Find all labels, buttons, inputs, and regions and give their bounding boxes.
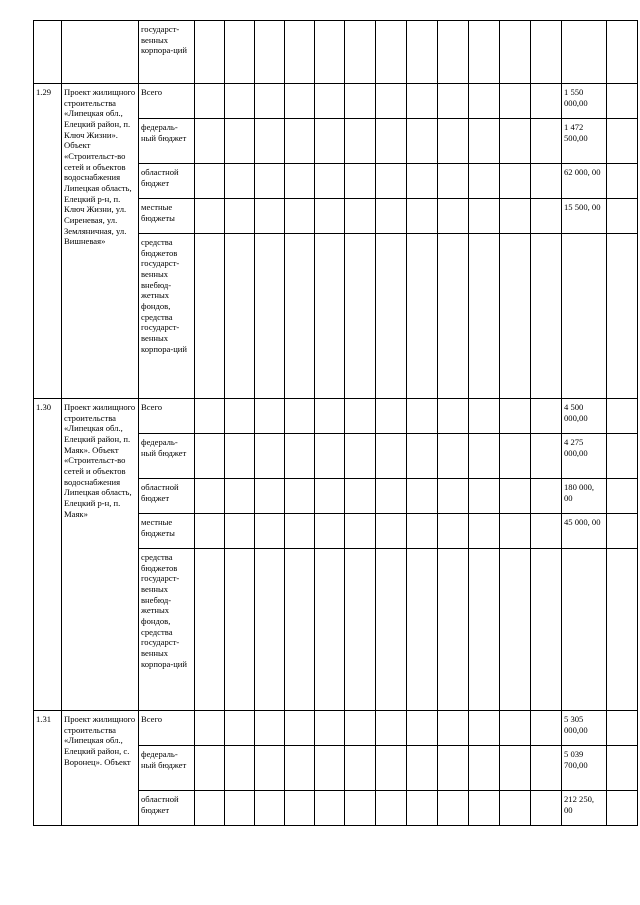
empty-cell xyxy=(607,199,638,234)
year-cell xyxy=(376,84,407,119)
year-cell xyxy=(376,399,407,434)
year-cell xyxy=(345,549,376,711)
year-cell xyxy=(345,84,376,119)
year-cell xyxy=(345,791,376,826)
funding-amount: 4 500 000,00 xyxy=(562,399,607,434)
year-cell xyxy=(500,746,531,791)
year-cell xyxy=(255,746,285,791)
year-cell xyxy=(345,234,376,399)
year-cell xyxy=(500,234,531,399)
year-cell xyxy=(345,479,376,514)
year-cell xyxy=(315,791,345,826)
year-cell xyxy=(376,119,407,164)
year-cell xyxy=(315,479,345,514)
project-number: 1.31 xyxy=(34,711,62,826)
year-cell xyxy=(255,21,285,84)
funding-source: Всего xyxy=(139,399,195,434)
funding-source: Всего xyxy=(139,711,195,746)
empty-cell xyxy=(607,434,638,479)
year-cell xyxy=(500,434,531,479)
year-cell xyxy=(500,514,531,549)
year-cell xyxy=(531,711,562,746)
year-cell xyxy=(225,746,255,791)
year-cell xyxy=(438,746,469,791)
year-cell xyxy=(225,791,255,826)
year-cell xyxy=(531,84,562,119)
year-cell xyxy=(469,84,500,119)
year-cell xyxy=(407,164,438,199)
year-cell xyxy=(407,199,438,234)
year-cell xyxy=(255,164,285,199)
year-cell xyxy=(500,199,531,234)
funding-source: средства бюджетов государст-венных внебюд-жетных фондов, средства государст-венных корпора-ций xyxy=(139,549,195,711)
year-cell xyxy=(469,791,500,826)
year-cell xyxy=(255,199,285,234)
empty-cell xyxy=(607,479,638,514)
year-cell xyxy=(407,84,438,119)
year-cell xyxy=(469,119,500,164)
funding-amount: 62 000, 00 xyxy=(562,164,607,199)
year-cell xyxy=(376,434,407,479)
year-cell xyxy=(407,791,438,826)
year-cell xyxy=(438,479,469,514)
year-cell xyxy=(500,164,531,199)
year-cell xyxy=(285,479,315,514)
year-cell xyxy=(469,164,500,199)
empty-cell xyxy=(607,164,638,199)
year-cell xyxy=(376,21,407,84)
funding-table xyxy=(33,20,638,826)
year-cell xyxy=(255,119,285,164)
year-cell xyxy=(500,84,531,119)
year-cell xyxy=(407,711,438,746)
year-cell xyxy=(469,514,500,549)
year-cell xyxy=(195,199,225,234)
year-cell xyxy=(438,711,469,746)
year-cell xyxy=(376,234,407,399)
year-cell xyxy=(315,711,345,746)
funding-amount: 1 472 500,00 xyxy=(562,119,607,164)
year-cell xyxy=(438,164,469,199)
year-cell xyxy=(531,434,562,479)
year-cell xyxy=(469,549,500,711)
year-cell xyxy=(345,164,376,199)
year-cell xyxy=(225,199,255,234)
year-cell xyxy=(285,234,315,399)
empty-cell xyxy=(607,84,638,119)
year-cell xyxy=(225,164,255,199)
funding-source: средства бюджетов государст-венных внебюд-жетных фондов, средства государст-венных корпора-ций xyxy=(139,234,195,399)
year-cell xyxy=(195,119,225,164)
year-cell xyxy=(195,434,225,479)
empty-cell xyxy=(607,791,638,826)
year-cell xyxy=(315,434,345,479)
year-cell xyxy=(469,434,500,479)
year-cell xyxy=(195,399,225,434)
year-cell xyxy=(225,549,255,711)
year-cell xyxy=(531,199,562,234)
project-number: 1.29 xyxy=(34,84,62,399)
year-cell xyxy=(469,746,500,791)
year-cell xyxy=(315,84,345,119)
year-cell xyxy=(438,21,469,84)
funding-amount xyxy=(562,234,607,399)
year-cell xyxy=(285,746,315,791)
year-cell xyxy=(531,746,562,791)
year-cell xyxy=(376,514,407,549)
year-cell xyxy=(438,199,469,234)
year-cell xyxy=(285,84,315,119)
year-cell xyxy=(345,399,376,434)
year-cell xyxy=(195,711,225,746)
year-cell xyxy=(195,84,225,119)
year-cell xyxy=(345,199,376,234)
year-cell xyxy=(407,234,438,399)
year-cell xyxy=(255,549,285,711)
year-cell xyxy=(407,514,438,549)
year-cell xyxy=(195,746,225,791)
empty-cell xyxy=(607,21,638,84)
funding-source: федераль-ный бюджет xyxy=(139,434,195,479)
year-cell xyxy=(195,479,225,514)
year-cell xyxy=(285,514,315,549)
year-cell xyxy=(345,514,376,549)
year-cell xyxy=(407,479,438,514)
funding-source: Всего xyxy=(139,84,195,119)
funding-amount: 1 550 000,00 xyxy=(562,84,607,119)
funding-source: областной бюджет xyxy=(139,164,195,199)
table-body xyxy=(34,21,638,826)
year-cell xyxy=(500,711,531,746)
year-cell xyxy=(376,746,407,791)
year-cell xyxy=(195,21,225,84)
year-cell xyxy=(225,434,255,479)
year-cell xyxy=(438,514,469,549)
source-cell: государст-венных корпора-ций xyxy=(139,21,195,84)
year-cell xyxy=(438,234,469,399)
year-cell xyxy=(225,479,255,514)
year-cell xyxy=(315,21,345,84)
year-cell xyxy=(407,119,438,164)
year-cell xyxy=(376,199,407,234)
year-cell xyxy=(285,711,315,746)
year-cell xyxy=(225,21,255,84)
year-cell xyxy=(500,549,531,711)
year-cell xyxy=(376,791,407,826)
year-cell xyxy=(195,164,225,199)
year-cell xyxy=(315,746,345,791)
year-cell xyxy=(438,791,469,826)
year-cell xyxy=(500,791,531,826)
year-cell xyxy=(407,399,438,434)
empty-cell xyxy=(607,399,638,434)
funding-source: местные бюджеты xyxy=(139,199,195,234)
funding-amount xyxy=(562,549,607,711)
funding-amount: 5 305 000,00 xyxy=(562,711,607,746)
year-cell xyxy=(469,21,500,84)
funding-amount: 212 250, 00 xyxy=(562,791,607,826)
table-row xyxy=(34,84,638,119)
year-cell xyxy=(195,514,225,549)
year-cell xyxy=(438,549,469,711)
funding-source: областной бюджет xyxy=(139,791,195,826)
year-cell xyxy=(345,21,376,84)
year-cell xyxy=(345,434,376,479)
year-cell xyxy=(285,119,315,164)
year-cell xyxy=(255,399,285,434)
year-cell xyxy=(285,164,315,199)
year-cell xyxy=(500,399,531,434)
year-cell xyxy=(345,711,376,746)
year-cell xyxy=(225,399,255,434)
empty-cell xyxy=(607,514,638,549)
empty-cell xyxy=(607,746,638,791)
project-title: Проект жилищного строительства «Липецкая обл., Елецкий район, с. Воронец». Объект xyxy=(62,711,139,826)
empty-cell xyxy=(607,234,638,399)
year-cell xyxy=(315,399,345,434)
year-cell xyxy=(500,21,531,84)
year-cell xyxy=(225,84,255,119)
funding-source: федераль-ный бюджет xyxy=(139,119,195,164)
year-cell xyxy=(376,711,407,746)
empty-cell xyxy=(607,119,638,164)
year-cell xyxy=(531,514,562,549)
project-title: Проект жилищного строительства «Липецкая обл., Елецкий район, п. Ключ Жизни». Объект «Строительст-во сетей и объектов водоснабжения Липецкая область, Елецкий р-н, п. Ключ Жизни, ул. Сиреневая, ул. Земляничная, ул. Вишневая» xyxy=(62,84,139,399)
year-cell xyxy=(285,434,315,479)
year-cell xyxy=(407,746,438,791)
year-cell xyxy=(315,234,345,399)
table-row xyxy=(34,399,638,434)
year-cell xyxy=(315,119,345,164)
year-cell xyxy=(438,399,469,434)
year-cell xyxy=(345,119,376,164)
year-cell xyxy=(469,234,500,399)
year-cell xyxy=(531,119,562,164)
year-cell xyxy=(255,479,285,514)
year-cell xyxy=(225,119,255,164)
year-cell xyxy=(531,234,562,399)
year-cell xyxy=(225,234,255,399)
year-cell xyxy=(195,549,225,711)
year-cell xyxy=(469,399,500,434)
year-cell xyxy=(285,549,315,711)
year-cell xyxy=(255,514,285,549)
year-cell xyxy=(376,479,407,514)
project-number: 1.30 xyxy=(34,399,62,711)
year-cell xyxy=(285,791,315,826)
year-cell xyxy=(315,199,345,234)
title-cell xyxy=(62,21,139,84)
year-cell xyxy=(285,199,315,234)
funding-amount: 180 000, 00 xyxy=(562,479,607,514)
year-cell xyxy=(469,199,500,234)
year-cell xyxy=(255,434,285,479)
value-cell xyxy=(562,21,607,84)
year-cell xyxy=(438,119,469,164)
year-cell xyxy=(225,711,255,746)
year-cell xyxy=(376,549,407,711)
year-cell xyxy=(255,791,285,826)
year-cell xyxy=(255,711,285,746)
year-cell xyxy=(438,434,469,479)
year-cell xyxy=(469,711,500,746)
year-cell xyxy=(469,479,500,514)
empty-cell xyxy=(607,549,638,711)
year-cell xyxy=(407,21,438,84)
year-cell xyxy=(345,746,376,791)
funding-source: федераль-ный бюджет xyxy=(139,746,195,791)
year-cell xyxy=(531,21,562,84)
funding-amount: 4 275 000,00 xyxy=(562,434,607,479)
funding-amount: 15 500, 00 xyxy=(562,199,607,234)
year-cell xyxy=(376,164,407,199)
year-cell xyxy=(531,791,562,826)
year-cell xyxy=(255,84,285,119)
table-row xyxy=(34,711,638,746)
year-cell xyxy=(315,514,345,549)
table-row xyxy=(34,21,638,84)
year-cell xyxy=(531,549,562,711)
year-cell xyxy=(255,234,285,399)
year-cell xyxy=(407,549,438,711)
year-cell xyxy=(195,234,225,399)
year-cell xyxy=(285,399,315,434)
year-cell xyxy=(285,21,315,84)
funding-amount: 5 039 700,00 xyxy=(562,746,607,791)
year-cell xyxy=(438,84,469,119)
year-cell xyxy=(531,164,562,199)
funding-source: областной бюджет xyxy=(139,479,195,514)
funding-amount: 45 000, 00 xyxy=(562,514,607,549)
year-cell xyxy=(407,434,438,479)
year-cell xyxy=(531,399,562,434)
year-cell xyxy=(500,119,531,164)
year-cell xyxy=(315,549,345,711)
year-cell xyxy=(225,514,255,549)
funding-source: местные бюджеты xyxy=(139,514,195,549)
year-cell xyxy=(500,479,531,514)
year-cell xyxy=(195,791,225,826)
project-title: Проект жилищного строительства «Липецкая обл., Елецкий район, п. Маяк». Объект «Строительст-во сетей и объектов водоснабжения Липецкая область, Елецкий р-н, п. Маяк» xyxy=(62,399,139,711)
year-cell xyxy=(315,164,345,199)
number-cell xyxy=(34,21,62,84)
empty-cell xyxy=(607,711,638,746)
year-cell xyxy=(531,479,562,514)
